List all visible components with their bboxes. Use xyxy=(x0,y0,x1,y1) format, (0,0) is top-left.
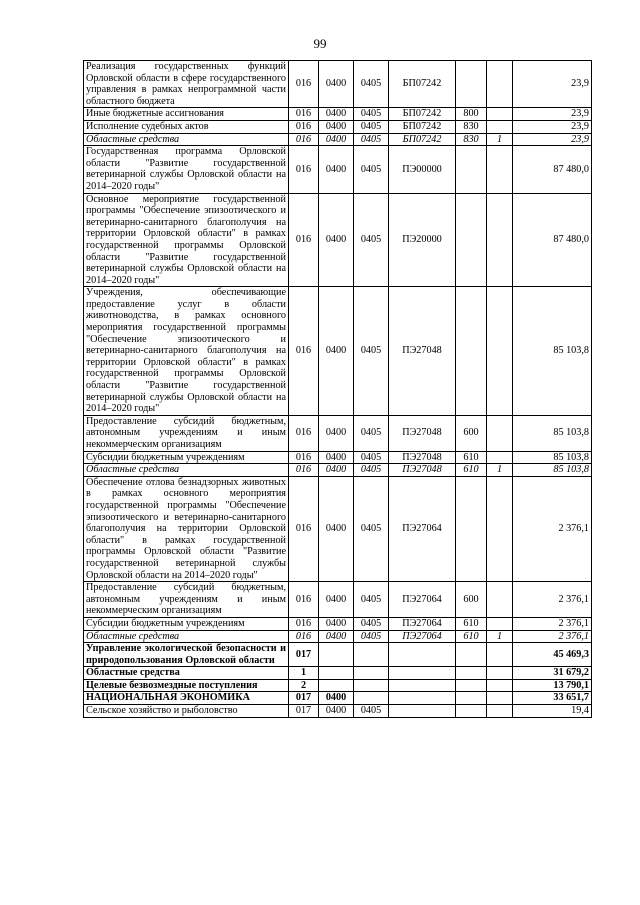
row-amount: 45 469,3 xyxy=(513,643,592,667)
row-subsection: 0405 xyxy=(354,61,389,108)
row-code: 016 xyxy=(289,617,319,630)
row-source xyxy=(487,415,513,451)
row-code: 017 xyxy=(289,705,319,718)
row-target-article: БП07242 xyxy=(389,61,456,108)
row-source xyxy=(487,582,513,618)
row-code: 016 xyxy=(289,146,319,193)
row-target-article xyxy=(389,679,456,692)
row-subsection: 0405 xyxy=(354,108,389,121)
row-source xyxy=(487,287,513,416)
row-code: 016 xyxy=(289,415,319,451)
row-name: Государственная программа Орловской области "Развитие государственной ветеринарной службы Орловской области на 2014–2020 годы" xyxy=(84,146,289,193)
row-section: 0400 xyxy=(319,287,354,416)
row-name: Областные средства xyxy=(84,667,289,680)
row-target-article: ПЭ27048 xyxy=(389,415,456,451)
row-amount: 87 480,0 xyxy=(513,193,592,287)
row-section: 0400 xyxy=(319,692,354,705)
row-amount: 2 376,1 xyxy=(513,582,592,618)
row-name: Реализация государственных функций Орловской области в сфере государственного управления в рамках непрограммной части областного бюджета xyxy=(84,61,289,108)
row-expense-type xyxy=(456,146,487,193)
row-name: НАЦИОНАЛЬНАЯ ЭКОНОМИКА xyxy=(84,692,289,705)
table-row xyxy=(84,617,592,630)
row-expense-type: 600 xyxy=(456,582,487,618)
row-code: 016 xyxy=(289,476,319,581)
table-row xyxy=(84,476,592,581)
row-name: Областные средства xyxy=(84,133,289,146)
table-row xyxy=(84,108,592,121)
row-code: 016 xyxy=(289,582,319,618)
row-section: 0400 xyxy=(319,146,354,193)
row-amount: 85 103,8 xyxy=(513,451,592,464)
row-target-article: БП07242 xyxy=(389,120,456,133)
row-target-article: ПЭ27064 xyxy=(389,630,456,643)
row-source xyxy=(487,679,513,692)
row-amount: 85 103,8 xyxy=(513,464,592,477)
row-code: 1 xyxy=(289,667,319,680)
row-target-article xyxy=(389,692,456,705)
table-row xyxy=(84,582,592,618)
table-row xyxy=(84,705,592,718)
row-target-article: ПЭ27048 xyxy=(389,287,456,416)
row-section: 0400 xyxy=(319,120,354,133)
row-code: 016 xyxy=(289,287,319,416)
row-subsection: 0405 xyxy=(354,476,389,581)
row-section: 0400 xyxy=(319,630,354,643)
row-expense-type: 830 xyxy=(456,133,487,146)
row-code: 017 xyxy=(289,692,319,705)
row-amount: 19,4 xyxy=(513,705,592,718)
row-source xyxy=(487,476,513,581)
table-row xyxy=(84,193,592,287)
row-name: Иные бюджетные ассигнования xyxy=(84,108,289,121)
row-expense-type xyxy=(456,643,487,667)
row-subsection: 0405 xyxy=(354,415,389,451)
row-name: Исполнение судебных актов xyxy=(84,120,289,133)
row-subsection: 0405 xyxy=(354,705,389,718)
row-name: Целевые безвозмездные поступления xyxy=(84,679,289,692)
table-row xyxy=(84,415,592,451)
row-section: 0400 xyxy=(319,193,354,287)
row-subsection: 0405 xyxy=(354,582,389,618)
row-amount: 87 480,0 xyxy=(513,146,592,193)
table-row xyxy=(84,120,592,133)
row-name: Предоставление субсидий бюджетным, автономным учреждениям и иным некоммерческим организациям xyxy=(84,582,289,618)
table-row xyxy=(84,146,592,193)
row-code: 016 xyxy=(289,133,319,146)
row-expense-type: 600 xyxy=(456,415,487,451)
row-expense-type: 830 xyxy=(456,120,487,133)
row-source: 1 xyxy=(487,630,513,643)
row-section: 0400 xyxy=(319,61,354,108)
row-expense-type xyxy=(456,61,487,108)
row-code: 017 xyxy=(289,643,319,667)
row-section xyxy=(319,679,354,692)
row-target-article: ПЭ27048 xyxy=(389,464,456,477)
row-name: Обеспечение отлова безнадзорных животных в рамках основного мероприятия государственной программы "Обеспечение эпизоотического и ветеринарно-санитарного благополучия на территории Орловской области" в рамках государственной программы Орловской области "Развитие государственной ветеринарной службы Орловской области на 2014–2020 годы" xyxy=(84,476,289,581)
row-amount: 13 790,1 xyxy=(513,679,592,692)
row-expense-type: 800 xyxy=(456,108,487,121)
row-source xyxy=(487,667,513,680)
table-row xyxy=(84,451,592,464)
row-source: 1 xyxy=(487,133,513,146)
row-subsection xyxy=(354,692,389,705)
row-code: 016 xyxy=(289,630,319,643)
row-section: 0400 xyxy=(319,476,354,581)
page-number: 99 xyxy=(313,36,327,51)
row-name: Управление экологической безопасности и природопользования Орловской области xyxy=(84,643,289,667)
row-code: 016 xyxy=(289,193,319,287)
row-amount: 23,9 xyxy=(513,133,592,146)
row-section: 0400 xyxy=(319,108,354,121)
row-expense-type xyxy=(456,667,487,680)
row-source: 1 xyxy=(487,464,513,477)
row-source xyxy=(487,451,513,464)
row-source xyxy=(487,146,513,193)
row-code: 2 xyxy=(289,679,319,692)
budget-table xyxy=(83,60,592,718)
row-target-article: БП07242 xyxy=(389,133,456,146)
row-expense-type xyxy=(456,679,487,692)
budget-table-body xyxy=(84,61,592,718)
row-section xyxy=(319,667,354,680)
row-target-article: БП07242 xyxy=(389,108,456,121)
row-source xyxy=(487,120,513,133)
row-name: Субсидии бюджетным учреждениям xyxy=(84,617,289,630)
row-target-article: ПЭ27064 xyxy=(389,476,456,581)
row-subsection: 0405 xyxy=(354,287,389,416)
row-subsection xyxy=(354,643,389,667)
row-amount: 2 376,1 xyxy=(513,630,592,643)
table-row xyxy=(84,667,592,680)
row-name: Областные средства xyxy=(84,630,289,643)
row-amount: 2 376,1 xyxy=(513,476,592,581)
row-subsection: 0405 xyxy=(354,193,389,287)
row-target-article: ПЭ27064 xyxy=(389,582,456,618)
row-subsection: 0405 xyxy=(354,617,389,630)
row-section: 0400 xyxy=(319,617,354,630)
table-row xyxy=(84,630,592,643)
table-row xyxy=(84,692,592,705)
row-subsection: 0405 xyxy=(354,630,389,643)
table-row xyxy=(84,287,592,416)
row-section: 0400 xyxy=(319,705,354,718)
row-amount: 2 376,1 xyxy=(513,617,592,630)
row-expense-type xyxy=(456,705,487,718)
row-target-article: ПЭ20000 xyxy=(389,193,456,287)
table-row xyxy=(84,643,592,667)
row-amount: 31 679,2 xyxy=(513,667,592,680)
row-code: 016 xyxy=(289,108,319,121)
row-name: Областные средства xyxy=(84,464,289,477)
row-section: 0400 xyxy=(319,582,354,618)
row-subsection xyxy=(354,667,389,680)
row-section: 0400 xyxy=(319,415,354,451)
row-amount: 23,9 xyxy=(513,120,592,133)
row-code: 016 xyxy=(289,120,319,133)
row-code: 016 xyxy=(289,464,319,477)
table-row xyxy=(84,679,592,692)
row-expense-type: 610 xyxy=(456,451,487,464)
row-subsection: 0405 xyxy=(354,146,389,193)
table-row xyxy=(84,61,592,108)
row-source xyxy=(487,193,513,287)
row-section: 0400 xyxy=(319,451,354,464)
row-target-article: ПЭ27048 xyxy=(389,451,456,464)
row-source xyxy=(487,692,513,705)
row-section: 0400 xyxy=(319,133,354,146)
row-expense-type xyxy=(456,287,487,416)
row-code: 016 xyxy=(289,61,319,108)
row-subsection: 0405 xyxy=(354,451,389,464)
row-subsection: 0405 xyxy=(354,120,389,133)
row-target-article xyxy=(389,667,456,680)
row-expense-type: 610 xyxy=(456,617,487,630)
table-row xyxy=(84,464,592,477)
row-amount: 85 103,8 xyxy=(513,415,592,451)
row-source xyxy=(487,617,513,630)
row-name: Учреждения, обеспечивающие предоставление услуг в области животноводства, в рамках основного мероприятия государственной программы "Обеспечение эпизоотического и ветеринарно-санитарного благополучия на территории Орловской области" в рамках государственной программы Орловской области "Развитие государственной ветеринарной службы Орловской области на 2014–2020 годы" xyxy=(84,287,289,416)
row-amount: 23,9 xyxy=(513,61,592,108)
row-subsection: 0405 xyxy=(354,464,389,477)
row-subsection xyxy=(354,679,389,692)
row-subsection: 0405 xyxy=(354,133,389,146)
row-source xyxy=(487,61,513,108)
row-amount: 33 651,7 xyxy=(513,692,592,705)
row-amount: 23,9 xyxy=(513,108,592,121)
row-name: Субсидии бюджетным учреждениям xyxy=(84,451,289,464)
row-section xyxy=(319,643,354,667)
row-target-article xyxy=(389,643,456,667)
row-source xyxy=(487,705,513,718)
row-target-article: ПЭ00000 xyxy=(389,146,456,193)
row-name: Основное мероприятие государственной программы "Обеспечение эпизоотического и ветеринарно-санитарного благополучия на территории Орловской области" в рамках государственной программы Орловской области "Развитие государственной ветеринарной службы Орловской области на 2014–2020 годы" xyxy=(84,193,289,287)
row-expense-type xyxy=(456,692,487,705)
row-source xyxy=(487,643,513,667)
row-name: Сельское хозяйство и рыболовство xyxy=(84,705,289,718)
row-target-article xyxy=(389,705,456,718)
row-name: Предоставление субсидий бюджетным, автономным учреждениям и иным некоммерческим организациям xyxy=(84,415,289,451)
row-amount: 85 103,8 xyxy=(513,287,592,416)
row-expense-type: 610 xyxy=(456,464,487,477)
row-section: 0400 xyxy=(319,464,354,477)
row-expense-type xyxy=(456,193,487,287)
row-expense-type xyxy=(456,476,487,581)
row-target-article: ПЭ27064 xyxy=(389,617,456,630)
row-source xyxy=(487,108,513,121)
table-row xyxy=(84,133,592,146)
row-code: 016 xyxy=(289,451,319,464)
row-expense-type: 610 xyxy=(456,630,487,643)
